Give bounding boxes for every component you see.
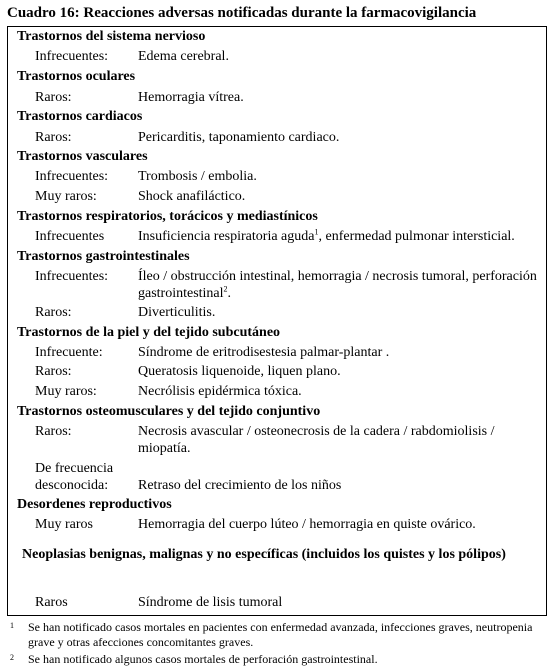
row-description: Síndrome de lisis tumoral [138, 595, 283, 610]
section-heading-oculares: Trastornos oculares [17, 69, 136, 84]
section-heading-neoplasias: Neoplasias benignas, malignas y no específicas (incluidos los quistes y los pólipos) [22, 547, 506, 562]
row-description: Queratosis liquenoide, liquen plano. [138, 364, 341, 379]
row-description: Trombosis / embolia. [138, 169, 257, 184]
row-frequency: Muy raros: [35, 189, 97, 204]
row-frequency: Raros: [35, 364, 72, 379]
row-description: Pericarditis, taponamiento cardiaco. [138, 130, 340, 145]
row-frequency: Infrecuentes: [35, 269, 109, 284]
footnote-text: Se han notificado casos mortales en pacientes con enfermedad avanzada, infecciones graves, neutropenia grave y otras afecciones concomitantes graves. [28, 620, 533, 649]
table-title: Cuadro 16: Reacciones adversas notificadas durante la farmacovigilancia [7, 5, 477, 21]
row-description: Diverticulitis. [138, 305, 216, 320]
section-heading-piel: Trastornos de la piel y del tejido subcutáneo [17, 325, 281, 340]
row-frequency: Raros: [35, 424, 72, 439]
row-description: Hemorragia del cuerpo lúteo / hemorragia en quiste ovárico. [138, 517, 476, 532]
row-frequency: Raros: [35, 130, 72, 145]
row-description: Necrólisis epidérmica tóxica. [138, 384, 302, 399]
section-heading-nervioso: Trastornos del sistema nervioso [17, 29, 206, 44]
row-description: Íleo / obstrucción intestinal, hemorragia / necrosis tumoral, perforación gastrointestinal$^2$. [138, 269, 537, 301]
row-frequency: Muy raros: [35, 384, 97, 399]
row-description: Insuficiencia respiratoria aguda$^1$, enfermedad pulmonar intersticial. [138, 227, 515, 244]
section-heading-gastrointestinales: Trastornos gastrointestinales [17, 249, 190, 264]
row-frequency: Raros: [35, 90, 72, 105]
footnote-ref-1: 1 [314, 227, 319, 237]
footnote-text: Se han notificado algunos casos mortales de perforación gastrointestinal. [28, 652, 378, 666]
row-frequency: Raros [35, 595, 68, 610]
row-description: Necrosis avascular / osteonecrosis de la cadera / rabdomiolisis / miopatía. [138, 424, 495, 456]
row-description: Shock anafiláctico. [138, 189, 246, 204]
row-frequency: Infrecuentes: [35, 169, 109, 184]
footnote-marker: 1 [10, 621, 14, 630]
row-description: Retraso del crecimiento de los niños [138, 478, 342, 493]
row-frequency: Infrecuente: [35, 345, 103, 360]
footnote-marker: 2 [10, 653, 14, 662]
row-frequency: De frecuencia desconocida: [35, 461, 114, 493]
row-description: Edema cerebral. [138, 49, 229, 64]
row-frequency: Infrecuentes [35, 229, 105, 244]
row-description: Hemorragia vítrea. [138, 90, 244, 105]
row-frequency: Muy raros [35, 517, 93, 532]
row-description: Síndrome de eritrodisestesia palmar-plantar . [138, 345, 390, 360]
section-heading-vasculares: Trastornos vasculares [17, 149, 148, 164]
section-heading-respiratorios: Trastornos respiratorios, torácicos y mediastínicos [17, 209, 318, 224]
footnote-ref-2: 2 [223, 284, 228, 294]
section-heading-reproductivos: Desordenes reproductivos [17, 497, 172, 512]
row-frequency: Infrecuentes: [35, 49, 109, 64]
section-heading-cardiacos: Trastornos cardiacos [17, 109, 143, 124]
row-frequency: Raros: [35, 305, 72, 320]
section-heading-osteomusculares: Trastornos osteomusculares y del tejido conjuntivo [17, 404, 321, 419]
